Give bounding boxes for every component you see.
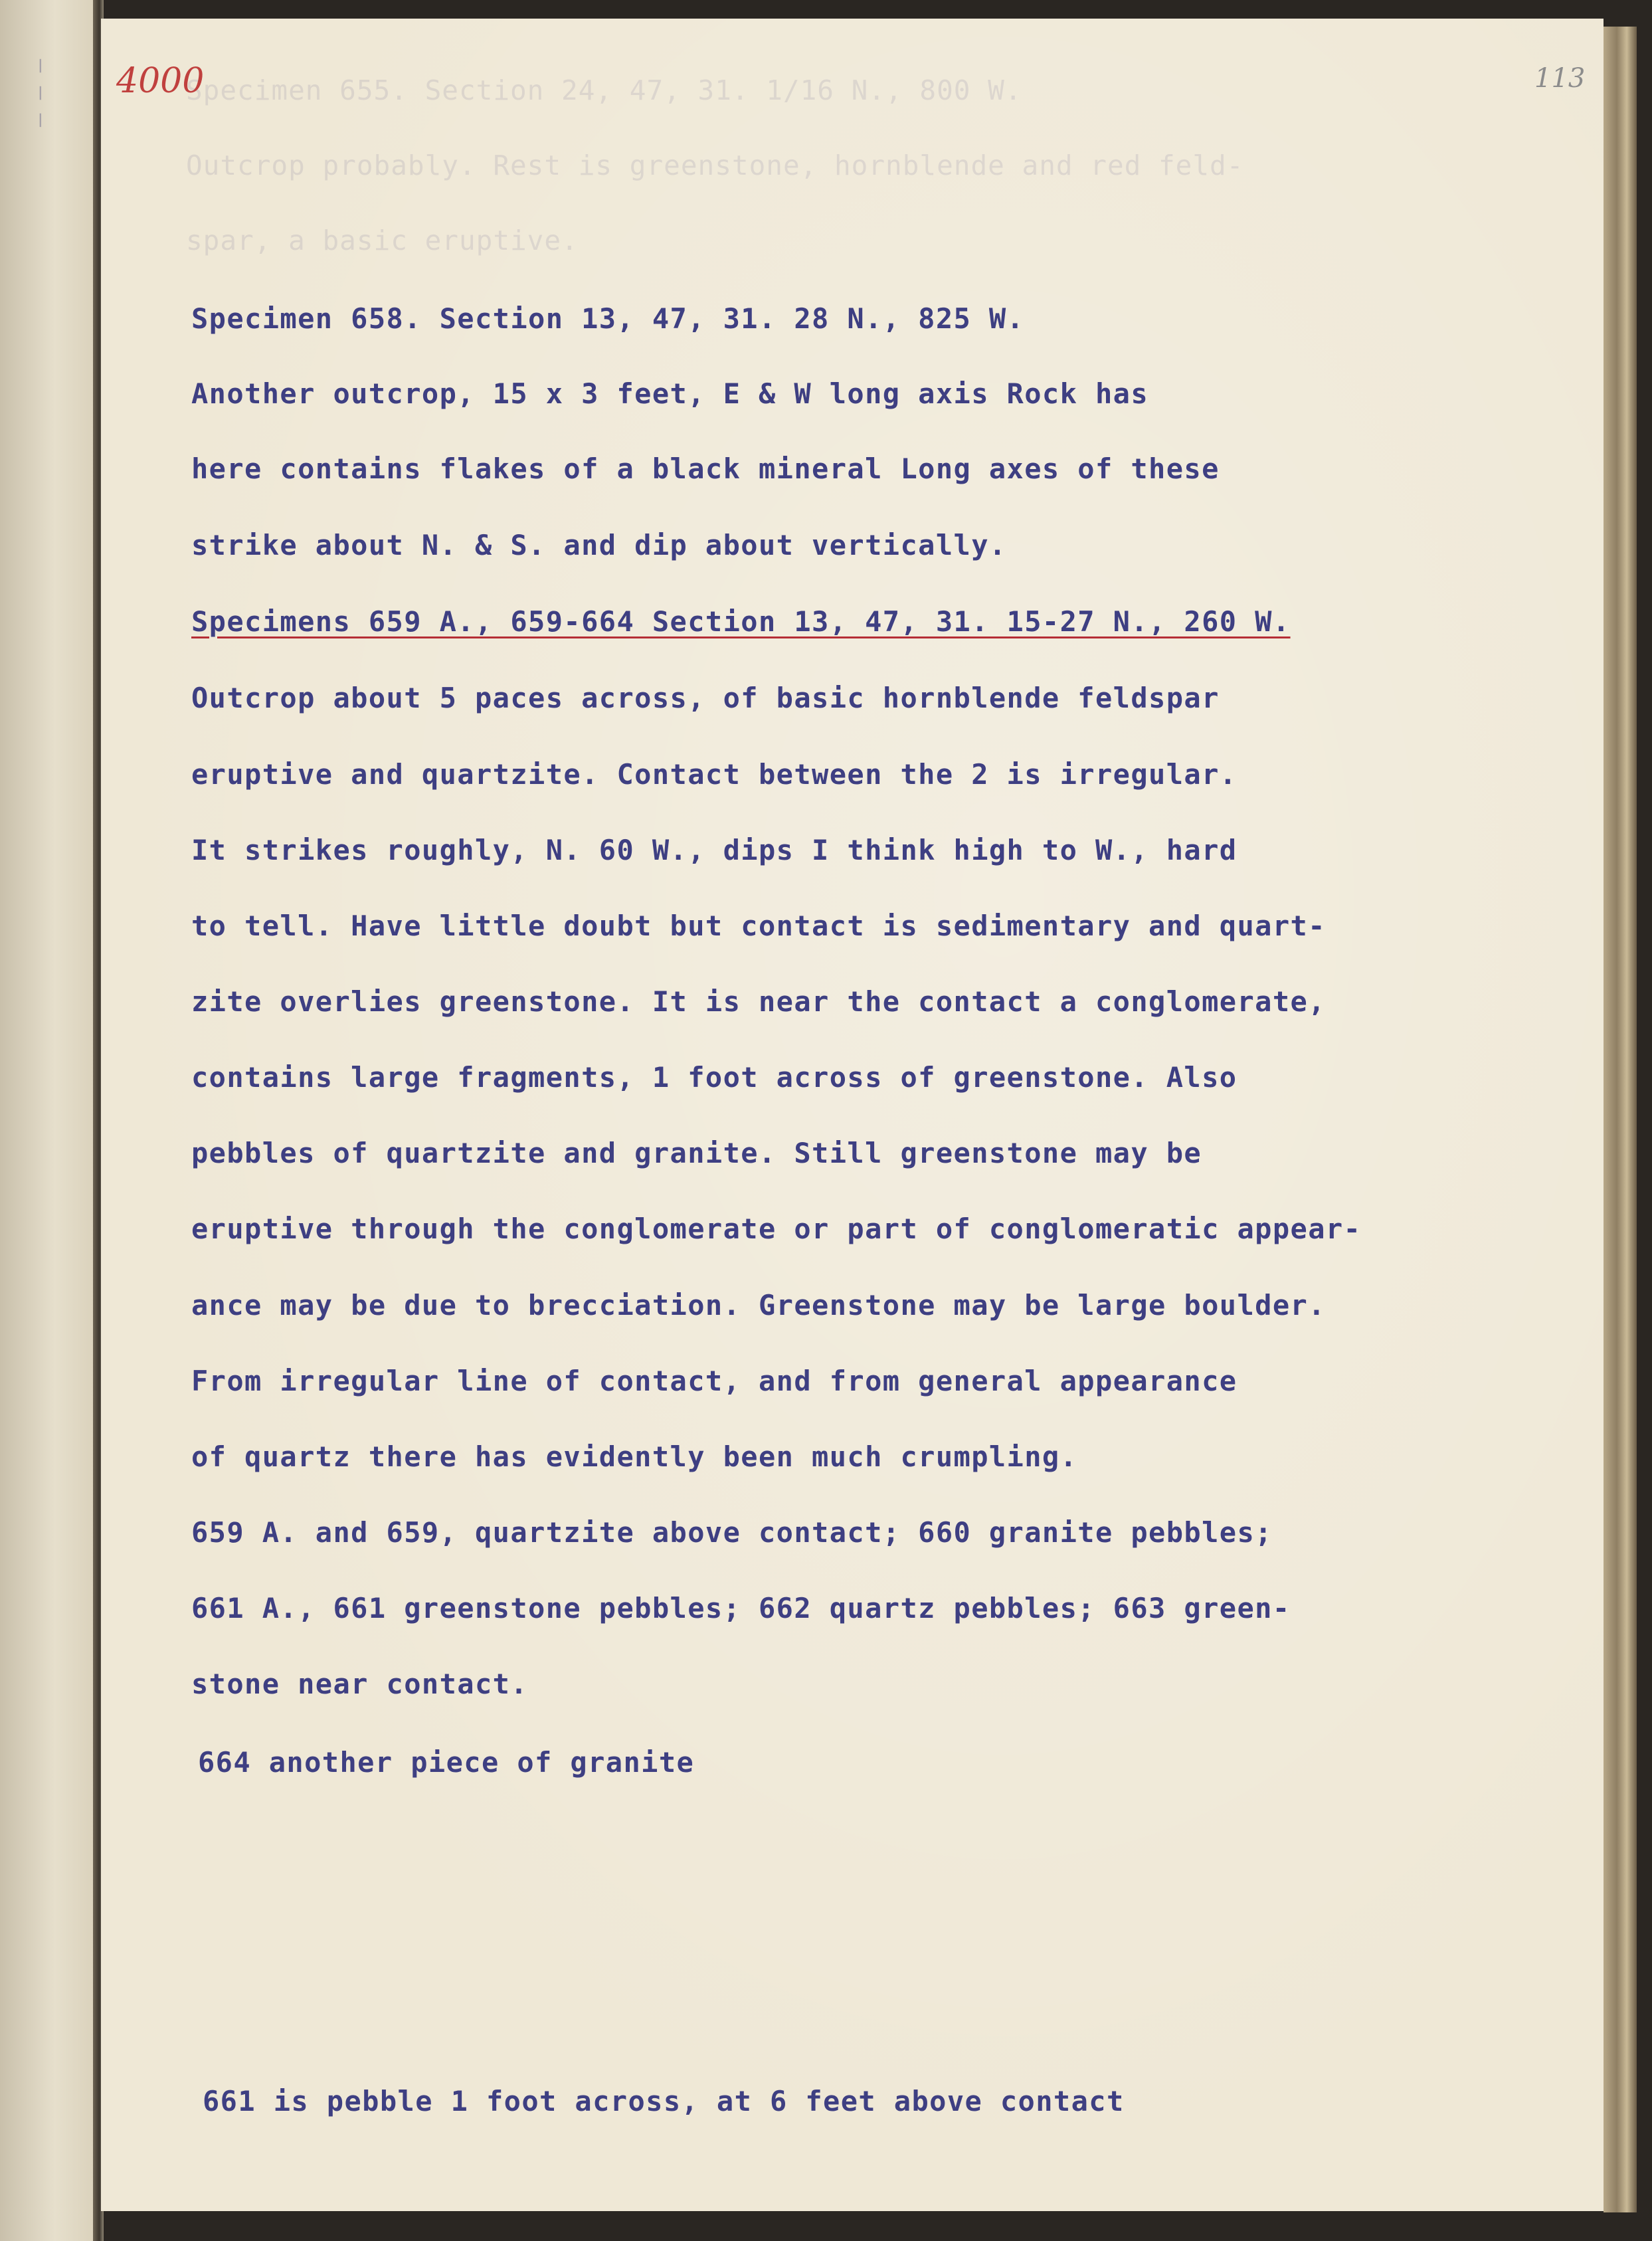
text-line: pebbles of quartzite and granite. Still greenstone may be	[191, 1137, 1202, 1169]
text-line: here contains flakes of a black mineral Long axes of these	[191, 452, 1220, 485]
text-line: of quartz there has evidently been much crumpling.	[191, 1440, 1078, 1473]
text-line: Specimens 659 A., 659-664 Section 13, 47, 31. 15-27 N., 260 W.	[191, 605, 1291, 638]
notebook-page	[101, 19, 1604, 2211]
text-line: Another outcrop, 15 x 3 feet, E & W long axis Rock has	[191, 377, 1149, 410]
folio-number: 113	[1534, 63, 1586, 94]
facing-page-text: — — —	[26, 58, 53, 128]
page-stack-edge	[1604, 27, 1637, 2212]
text-line: contains large fragments, 1 foot across of greenstone. Also	[191, 1061, 1238, 1094]
text-line: It strikes roughly, N. 60 W., dips I think high to W., hard	[191, 834, 1238, 866]
text-line: Specimen 658. Section 13, 47, 31. 28 N., 825 W.	[191, 302, 1025, 335]
text-line: stone near contact.	[191, 1668, 529, 1700]
text-line: to tell. Have little doubt but contact is sedimentary and quart-	[191, 910, 1326, 942]
text-line: ance may be due to brecciation. Greenstone may be large boulder.	[191, 1289, 1326, 1321]
facing-page-edge	[0, 0, 100, 2241]
text-line: From irregular line of contact, and from general appearance	[191, 1365, 1238, 1397]
text-line: zite overlies greenstone. It is near the contact a conglomerate,	[191, 985, 1326, 1018]
text-line: 661 A., 661 greenstone pebbles; 662 quartz pebbles; 663 green-	[191, 1592, 1291, 1624]
text-line: Outcrop about 5 paces across, of basic hornblende feldspar	[191, 682, 1220, 714]
bleed-through-line: Outcrop probably. Rest is greenstone, hornblende and red feld-	[186, 149, 1244, 181]
text-line: 664 another piece of granite	[198, 1746, 695, 1779]
footnote-line: 661 is pebble 1 foot across, at 6 feet above contact	[203, 2085, 1125, 2117]
bleed-through-line: spar, a basic eruptive.	[186, 225, 579, 256]
text-line: 659 A. and 659, quartzite above contact; 660 granite pebbles;	[191, 1516, 1273, 1549]
bleed-through-line: Specimen 655. Section 24, 47, 31. 1/16 N., 800 W.	[186, 74, 1022, 106]
text-line: eruptive through the conglomerate or part of conglomeratic appear-	[191, 1213, 1362, 1245]
text-line: eruptive and quartzite. Contact between the 2 is irregular.	[191, 758, 1238, 791]
pencil-annotation: 4000	[116, 61, 205, 101]
text-line: strike about N. & S. and dip about vertically.	[191, 529, 1007, 561]
